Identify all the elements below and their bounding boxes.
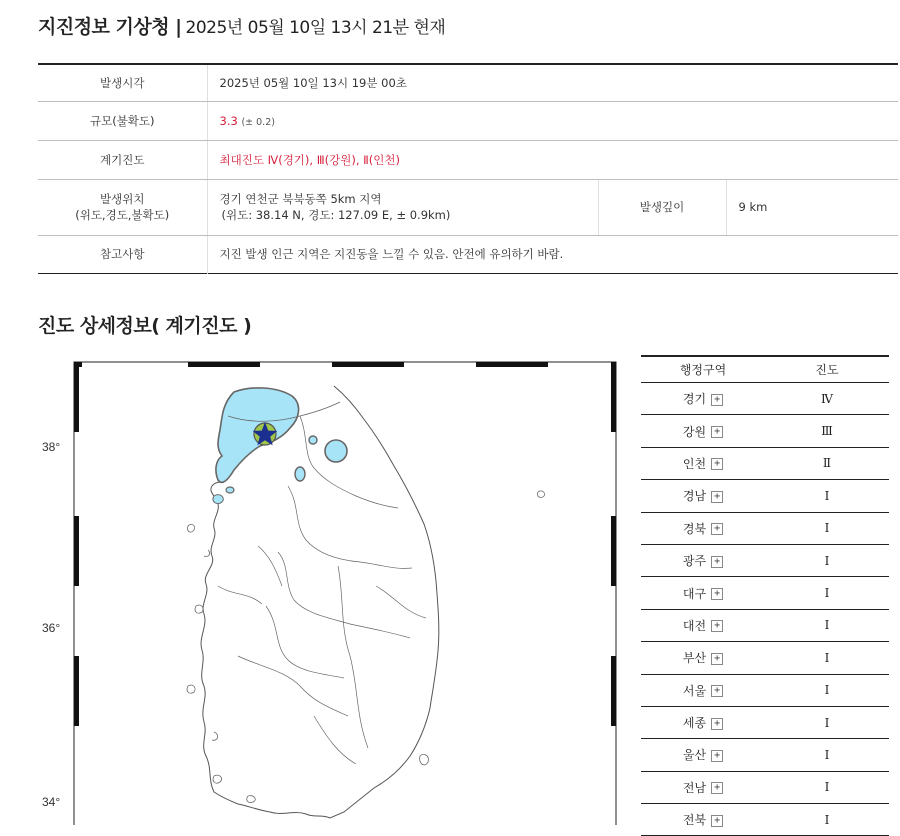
earthquake-info-table [38, 63, 898, 274]
intensity-area-west-islands [213, 495, 223, 504]
expand-plus-icon[interactable]: + [711, 750, 723, 762]
intensity-cell: Ⅳ [765, 383, 889, 415]
table-row [641, 544, 889, 576]
region-cell [641, 804, 765, 836]
expand-plus-icon[interactable]: + [711, 426, 723, 438]
map-left-scale [74, 362, 79, 726]
notes-label: 참고사항 [38, 235, 207, 273]
detail-body [641, 383, 889, 836]
expand-plus-icon[interactable]: + [711, 394, 723, 406]
table-row [641, 480, 889, 512]
expand-plus-icon[interactable]: + [711, 782, 723, 794]
location-label-line2: (위도,경도,불확도) [75, 208, 170, 222]
magnitude-cell [207, 101, 898, 140]
magnitude-uncertainty: (± 0.2) [241, 116, 275, 128]
expand-plus-icon[interactable]: + [711, 556, 723, 568]
expand-plus-icon[interactable]: + [711, 653, 723, 665]
info-row-magnitude [38, 101, 898, 140]
region-cell [641, 447, 765, 479]
region-name: 울산 [682, 748, 707, 763]
region-name: 전남 [682, 780, 707, 795]
region-cell [641, 512, 765, 544]
map-right-scale [611, 362, 616, 726]
region-name: 세종 [682, 716, 707, 731]
location-label [38, 179, 207, 235]
region-cell [641, 642, 765, 674]
expand-plus-icon[interactable]: + [711, 588, 723, 600]
region-cell [641, 771, 765, 803]
depth-value: 9 km [726, 179, 898, 235]
col-region-header: 행정구역 [641, 356, 765, 383]
region-name: 경기 [682, 392, 707, 407]
intensity-cell: Ⅰ [765, 739, 889, 771]
lat-label-38: 38° [42, 440, 61, 454]
intensity-cell: Ⅰ [765, 642, 889, 674]
region-cell [641, 706, 765, 738]
intensity-cell: Ⅱ [765, 447, 889, 479]
region-name: 광주 [682, 554, 707, 569]
detail-header-row [641, 356, 889, 383]
intensity-cell: Ⅰ [765, 480, 889, 512]
location-value-line1: 경기 연천군 북북동쪽 5km 지역 [219, 192, 382, 206]
intensity-cell: Ⅰ [765, 512, 889, 544]
intensity-cell: Ⅰ [765, 771, 889, 803]
expand-plus-icon[interactable]: + [711, 815, 723, 827]
col-intensity-header: 진도 [765, 356, 889, 383]
table-row [641, 674, 889, 706]
info-row-notes [38, 235, 898, 273]
intensity-label: 계기진도 [38, 140, 207, 179]
intensity-cell: Ⅰ [765, 706, 889, 738]
page-title [38, 12, 445, 42]
table-row [641, 771, 889, 803]
notes-value: 지진 발생 인근 지역은 지진동을 느낄 수 있음. 안전에 유의하기 바람. [219, 247, 564, 261]
region-cell [641, 739, 765, 771]
table-row [641, 642, 889, 674]
expand-plus-icon[interactable]: + [711, 491, 723, 503]
intensity-area-small-2 [295, 467, 305, 481]
magnitude-value: 3.3 [219, 113, 238, 128]
expand-plus-icon[interactable]: + [711, 718, 723, 730]
region-cell [641, 674, 765, 706]
depth-label: 발생깊이 [598, 179, 726, 235]
page-timestamp: 2025년 05월 10일 13시 21분 현재 [185, 18, 446, 38]
table-row [641, 739, 889, 771]
time-value: 2025년 05월 10일 13시 19분 00초 [207, 64, 898, 101]
expand-plus-icon[interactable]: + [711, 685, 723, 697]
location-value-line2: (위도: 38.14 N, 경도: 127.09 E, ± 0.9km) [221, 208, 451, 222]
title-separator: | [175, 16, 182, 38]
table-row [641, 415, 889, 447]
table-row [641, 512, 889, 544]
table-row [641, 609, 889, 641]
region-name: 대구 [682, 586, 707, 601]
region-name: 부산 [682, 651, 707, 666]
region-name: 대전 [682, 618, 707, 633]
table-row [641, 804, 889, 836]
region-name: 인천 [682, 456, 707, 471]
time-label: 발생시각 [38, 64, 207, 101]
region-cell [641, 609, 765, 641]
location-value [207, 179, 598, 235]
table-row [641, 706, 889, 738]
intensity-cell: Ⅰ [765, 544, 889, 576]
intensity-cell: Ⅰ [765, 577, 889, 609]
info-row-intensity [38, 140, 898, 179]
intensity-area-small-3 [226, 487, 234, 493]
info-row-time [38, 64, 898, 101]
region-cell [641, 577, 765, 609]
region-name: 전북 [682, 813, 707, 828]
intensity-area-small-1 [309, 436, 317, 444]
lat-label-34: 34° [42, 795, 61, 809]
info-row-location [38, 179, 898, 235]
region-cell [641, 544, 765, 576]
expand-plus-icon[interactable]: + [711, 523, 723, 535]
table-row [641, 577, 889, 609]
expand-plus-icon[interactable]: + [711, 620, 723, 632]
intensity-cell: Ⅰ [765, 804, 889, 836]
page-title-main: 지진정보 기상청 [38, 16, 170, 38]
intensity-map [38, 356, 628, 825]
intensity-cell: Ⅰ [765, 674, 889, 706]
map-frame [74, 362, 616, 825]
intensity-detail-table [641, 355, 889, 836]
intensity-area-east [325, 440, 347, 462]
lat-label-36: 36° [42, 621, 61, 635]
region-cell [641, 415, 765, 447]
intensity-cell: Ⅰ [765, 609, 889, 641]
table-row [641, 383, 889, 415]
region-name: 서울 [682, 683, 707, 698]
section-title: 진도 상세정보( 계기진도 ) [38, 315, 252, 337]
intensity-map-svg [38, 356, 628, 825]
intensity-value: 최대진도 Ⅳ(경기), Ⅲ(강원), Ⅱ(인천) [207, 140, 898, 179]
region-cell [641, 383, 765, 415]
region-cell [641, 480, 765, 512]
table-row [641, 447, 889, 479]
region-name: 경북 [682, 521, 707, 536]
region-name: 경남 [682, 489, 707, 504]
intensity-cell: Ⅲ [765, 415, 889, 447]
magnitude-label: 규모(불확도) [38, 101, 207, 140]
region-name: 강원 [682, 424, 707, 439]
expand-plus-icon[interactable]: + [711, 458, 723, 470]
location-label-line1: 발생위치 [100, 192, 145, 206]
